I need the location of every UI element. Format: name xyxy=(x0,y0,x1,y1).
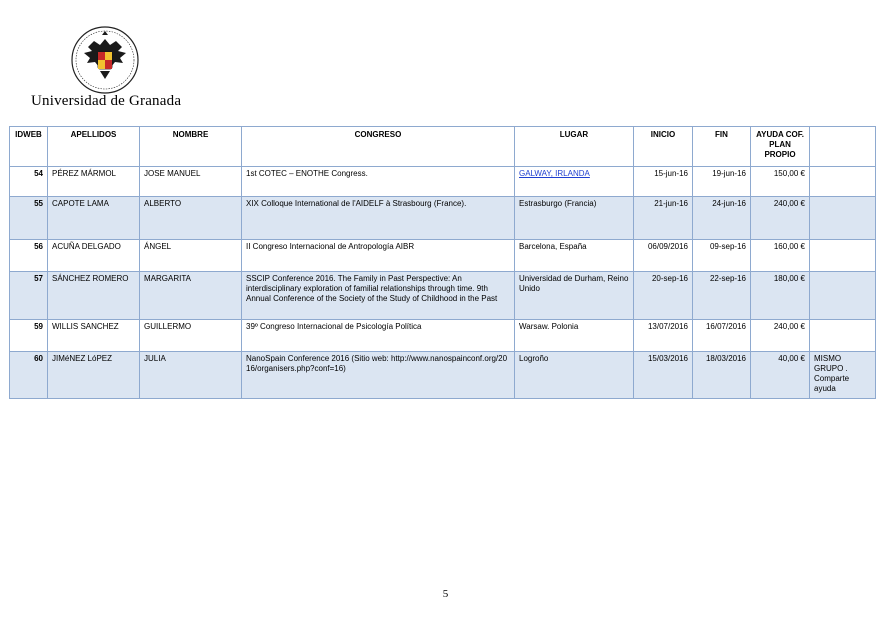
table-row xyxy=(10,320,876,352)
cell-congreso: NanoSpain Conference 2016 (Sitio web: http://www.nanospainconf.org/2016/organisers.php?conf=16) xyxy=(242,352,515,399)
cell-congreso: SSCIP Conference 2016. The Family in Past Perspective: An interdisciplinary exploration of familial relationships through time. 9th Annual Conference of the Society of the Study of Childhood in the Past xyxy=(242,272,515,320)
cell-congreso: II Congreso Internacional de Antropología AIBR xyxy=(242,240,515,272)
cell-observaciones xyxy=(810,240,876,272)
university-crest-logo xyxy=(70,25,140,95)
cell-apellidos: WILLIS SANCHEZ xyxy=(48,320,140,352)
cell-apellidos: CAPOTE LAMA xyxy=(48,197,140,240)
cell-congreso: 39º Congreso Internacional de Psicología Política xyxy=(242,320,515,352)
column-header-apellidos: APELLIDOS xyxy=(48,127,140,167)
cell-observaciones xyxy=(810,320,876,352)
table-header-row xyxy=(10,127,876,167)
cell-congreso: 1st COTEC – ENOTHE Congress. xyxy=(242,167,515,197)
column-header-congreso: CONGRESO xyxy=(242,127,515,167)
cell-nombre: JOSE MANUEL xyxy=(140,167,242,197)
cell-lugar: Warsaw. Polonia xyxy=(515,320,634,352)
cell-idweb: 54 xyxy=(10,167,48,197)
cell-nombre: GUILLERMO xyxy=(140,320,242,352)
cell-nombre: JULIA xyxy=(140,352,242,399)
cell-inicio: 13/07/2016 xyxy=(634,320,693,352)
cell-observaciones xyxy=(810,272,876,320)
cell-idweb: 55 xyxy=(10,197,48,240)
table-row xyxy=(10,167,876,197)
cell-fin: 22-sep-16 xyxy=(693,272,751,320)
cell-ayuda: 240,00 € xyxy=(751,320,810,352)
cell-nombre: ÁNGEL xyxy=(140,240,242,272)
cell-lugar: Logroño xyxy=(515,352,634,399)
cell-observaciones xyxy=(810,197,876,240)
table-row xyxy=(10,197,876,240)
cell-nombre: MARGARITA xyxy=(140,272,242,320)
cell-idweb: 57 xyxy=(10,272,48,320)
lugar-link[interactable]: GALWAY, IRLANDA xyxy=(519,169,590,178)
column-header-lugar: LUGAR xyxy=(515,127,634,167)
cell-idweb: 56 xyxy=(10,240,48,272)
cell-apellidos: PÉREZ MÁRMOL xyxy=(48,167,140,197)
column-header-idweb: IDWEB xyxy=(10,127,48,167)
table-row xyxy=(10,272,876,320)
cell-congreso: XIX Colloque International de l'AIDELF à Strasbourg (France). xyxy=(242,197,515,240)
grants-table xyxy=(9,126,876,399)
cell-lugar: Universidad de Durham, Reino Unido xyxy=(515,272,634,320)
page-number: 5 xyxy=(442,588,449,600)
column-header-ayuda: AYUDA COF. PLAN PROPIO xyxy=(751,127,810,167)
cell-inicio: 21-jun-16 xyxy=(634,197,693,240)
cell-fin: 24-jun-16 xyxy=(693,197,751,240)
cell-apellidos: JIMéNEZ LóPEZ xyxy=(48,352,140,399)
cell-fin: 16/07/2016 xyxy=(693,320,751,352)
cell-fin: 18/03/2016 xyxy=(693,352,751,399)
cell-inicio: 20-sep-16 xyxy=(634,272,693,320)
cell-nombre: ALBERTO xyxy=(140,197,242,240)
cell-lugar: Barcelona, España xyxy=(515,240,634,272)
university-name: Universidad de Granada xyxy=(31,93,182,109)
cell-fin: 09-sep-16 xyxy=(693,240,751,272)
column-header-inicio: INICIO xyxy=(634,127,693,167)
cell-apellidos: ACUÑA DELGADO xyxy=(48,240,140,272)
table-row xyxy=(10,352,876,399)
cell-lugar: Estrasburgo (Francia) xyxy=(515,197,634,240)
cell-inicio: 15-jun-16 xyxy=(634,167,693,197)
cell-observaciones: MISMO GRUPO . Comparte ayuda xyxy=(810,352,876,399)
cell-ayuda: 40,00 € xyxy=(751,352,810,399)
column-header-fin: FIN xyxy=(693,127,751,167)
cell-apellidos: SÁNCHEZ ROMERO xyxy=(48,272,140,320)
cell-inicio: 06/09/2016 xyxy=(634,240,693,272)
cell-observaciones xyxy=(810,167,876,197)
cell-ayuda: 180,00 € xyxy=(751,272,810,320)
cell-ayuda: 150,00 € xyxy=(751,167,810,197)
cell-fin: 19-jun-16 xyxy=(693,167,751,197)
cell-idweb: 59 xyxy=(10,320,48,352)
cell-ayuda: 160,00 € xyxy=(751,240,810,272)
column-header-observaciones xyxy=(810,127,876,167)
table-row xyxy=(10,240,876,272)
cell-idweb: 60 xyxy=(10,352,48,399)
cell-ayuda: 240,00 € xyxy=(751,197,810,240)
cell-inicio: 15/03/2016 xyxy=(634,352,693,399)
cell-lugar xyxy=(515,167,634,197)
column-header-nombre: NOMBRE xyxy=(140,127,242,167)
